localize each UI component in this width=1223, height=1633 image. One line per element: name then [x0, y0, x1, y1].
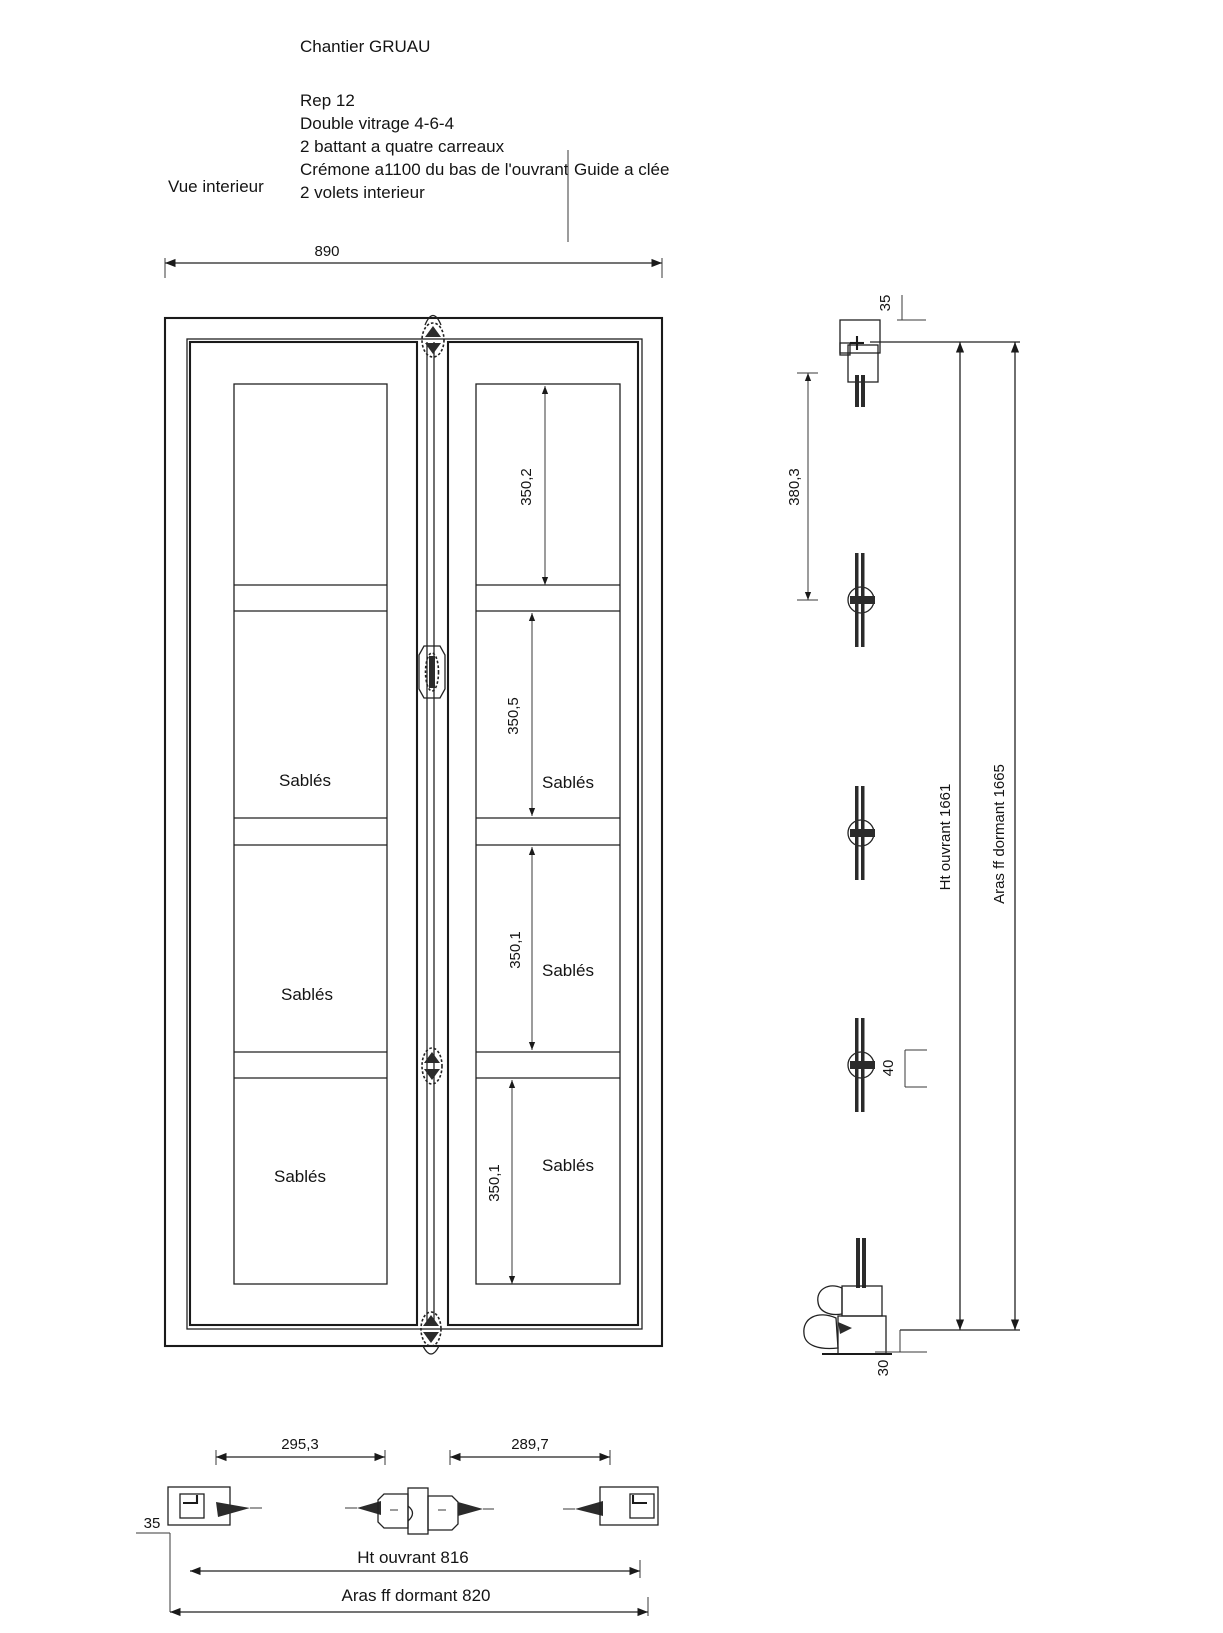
guide-spacing-dim: 380,3	[786, 468, 803, 506]
header-notes	[168, 37, 669, 242]
pane-height-dim: 350,5	[505, 697, 522, 735]
head-offset-dimension	[877, 295, 926, 320]
elevation-view	[165, 243, 662, 1354]
frame-width-dim: Aras ff dormant 820	[341, 1586, 491, 1605]
right-glass-width-dim: 289,7	[511, 1436, 549, 1453]
cremone-knob-top	[422, 316, 444, 358]
guide-width-dimension	[880, 1050, 927, 1087]
dormant-frame	[165, 318, 662, 1346]
pane-height-dim: 350,2	[518, 468, 535, 506]
guide-profile-1	[848, 553, 875, 647]
vertical-section-view	[786, 295, 1020, 1377]
cremone-handle	[419, 646, 445, 698]
sash-width-dim: Ht ouvrant 816	[357, 1548, 469, 1567]
glass-label: Sablés	[542, 961, 594, 980]
horizontal-section-view	[136, 1436, 658, 1616]
sash-height-dim: Ht ouvrant 1661	[937, 783, 954, 891]
cremone-knob-bottom	[421, 1312, 441, 1354]
meeting-stile-profile	[345, 1488, 494, 1534]
jamb-offset-dim: 35	[143, 1515, 161, 1532]
pane-height-dimensions	[486, 386, 545, 1284]
right-casement	[448, 342, 638, 1325]
left-jamb-profile	[168, 1487, 262, 1525]
guide-spacing-dimension	[786, 373, 818, 600]
sash-width-dimension	[190, 1548, 640, 1578]
guide-width-dim: 40	[880, 1059, 897, 1077]
right-jamb-profile	[563, 1487, 658, 1525]
head-offset-dim: 35	[877, 294, 894, 312]
guide-profile-2	[848, 786, 875, 880]
spec-line-cremone: Crémone a1100 du bas de l'ouvrant	[300, 160, 569, 179]
frame-width-dimension	[170, 1586, 648, 1616]
spec-line-vitrage: Double vitrage 4-6-4	[300, 114, 455, 133]
pane-height-dim: 350,1	[507, 931, 524, 969]
right-glass-width-dimension	[450, 1436, 610, 1465]
left-glass-width-dimension	[216, 1436, 385, 1465]
glass-label: Sablés	[281, 985, 333, 1004]
cremone-rod	[419, 316, 445, 1355]
left-casement	[190, 342, 417, 1325]
sill-offset-dim: 30	[875, 1359, 892, 1377]
view-label: Vue interieur	[168, 177, 264, 196]
site-title: Chantier GRUAU	[300, 37, 431, 56]
head-profile	[840, 320, 880, 407]
spec-line-volets: 2 volets interieur	[300, 183, 425, 202]
glass-label: Sablés	[274, 1167, 326, 1186]
guide-profile-3	[848, 1018, 875, 1112]
guide-note: Guide a clée	[574, 160, 670, 179]
left-glass-width-dim: 295,3	[281, 1436, 319, 1453]
overall-width-dimension	[165, 243, 662, 278]
jamb-offset-dimension	[136, 1515, 170, 1612]
glass-label: Sablés	[542, 1156, 594, 1175]
glass-label: Sablés	[279, 771, 331, 790]
pane-height-dim: 350,1	[486, 1164, 503, 1202]
spec-line-rep: Rep 12	[300, 91, 355, 110]
spec-line-battant: 2 battant a quatre carreaux	[300, 137, 505, 156]
overall-width-dim: 890	[314, 243, 340, 260]
glass-label: Sablés	[542, 773, 594, 792]
cremone-knob-lower	[422, 1048, 442, 1084]
sash-height-dimension	[937, 342, 960, 1330]
frame-height-dimension	[991, 342, 1015, 1330]
sill-profile	[804, 1238, 892, 1354]
frame-height-dim: Aras ff dormant 1665	[991, 764, 1008, 904]
